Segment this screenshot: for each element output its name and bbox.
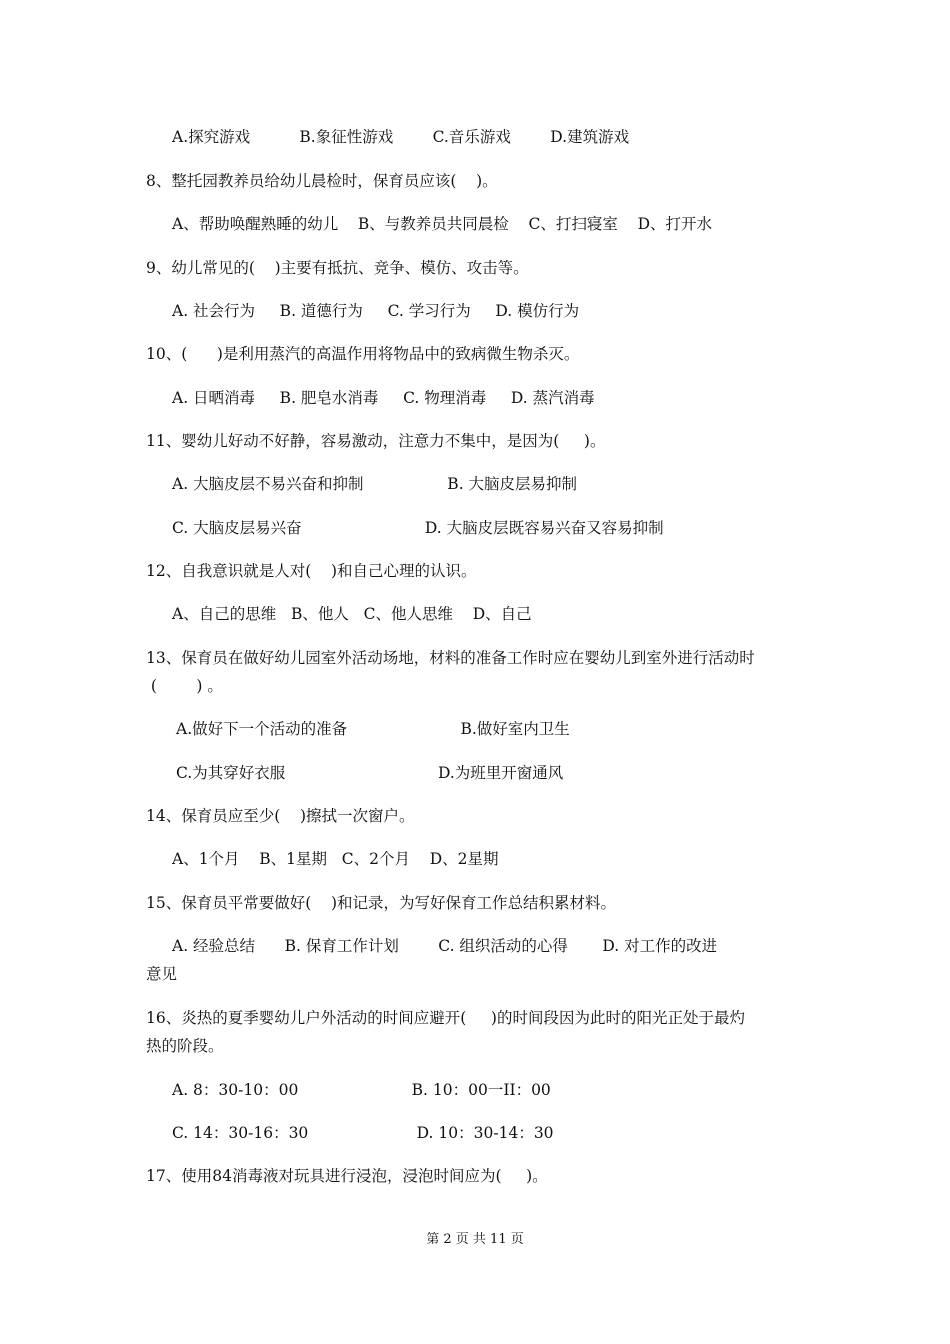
question-text: 11、婴幼儿好动不好静，容易激动，注意力不集中，是因为( )。 — [146, 432, 606, 450]
answer-options: C. 14：30-16：30 D. 10：30-14：30 — [172, 1124, 554, 1142]
answer-options: A. 8：30-10：00 B. 10：00一II：00 — [172, 1081, 551, 1099]
question-text: 8、整托园教养员给幼儿晨检时，保育员应该( )。 — [146, 172, 498, 190]
answer-options: A.探究游戏 B.象征性游戏 C.音乐游戏 D.建筑游戏 — [172, 128, 630, 146]
answer-options: A. 社会行为 B. 道德行为 C. 学习行为 D. 模仿行为 — [172, 302, 580, 320]
question-text: 12、自我意识就是人对( )和自己心理的认识。 — [146, 562, 477, 580]
answer-options: A. 大脑皮层不易兴奋和抑制 B. 大脑皮层易抑制 — [172, 475, 578, 493]
answer-options: C. 大脑皮层易兴奋 D. 大脑皮层既容易兴奋又容易抑制 — [172, 519, 664, 537]
text-continuation: 热的阶段。 — [146, 1037, 224, 1055]
answer-options: A. 经验总结 B. 保育工作计划 C. 组织活动的心得 D. 对工作的改进 — [172, 937, 718, 955]
answer-options: C.为其穿好衣服 D.为班里开窗通风 — [176, 764, 564, 782]
question-text: 9、幼儿常见的( )主要有抵抗、竞争、模仿、攻击等。 — [146, 259, 529, 277]
answer-options: A.做好下一个活动的准备 B.做好室内卫生 — [176, 720, 570, 738]
question-text: 10、( )是利用蒸汽的高温作用将物品中的致病微生物杀灭。 — [146, 345, 580, 363]
answer-options: A、自己的思维 B、他人 C、他人思维 D、自己 — [172, 605, 532, 623]
question-text: 14、保育员应至少( )擦拭一次窗户。 — [146, 807, 415, 825]
answer-options: A、帮助唤醒熟睡的幼儿 B、与教养员共同晨检 C、打扫寝室 D、打开水 — [172, 215, 712, 233]
text-continuation: ( ) 。 — [146, 677, 223, 695]
text-continuation: 意见 — [146, 965, 178, 983]
answer-options: A. 日晒消毒 B. 肥皂水消毒 C. 物理消毒 D. 蒸汽消毒 — [172, 389, 595, 407]
question-text: 16、炎热的夏季婴幼儿户外活动的时间应避开( )的时间段因为此时的阳光正处于最灼 — [146, 1009, 745, 1027]
page-footer: 第 2 页 共 11 页 — [426, 1232, 524, 1247]
answer-options: A、1个月 B、1星期 C、2个月 D、2星期 — [172, 850, 499, 868]
question-text: 17、使用84消毒液对玩具进行浸泡，浸泡时间应为( )。 — [146, 1167, 548, 1185]
question-text: 15、保育员平常要做好( )和记录，为写好保育工作总结积累材料。 — [146, 894, 617, 912]
question-text: 13、保育员在做好幼儿园室外活动场地，材料的准备工作时应在婴幼儿到室外进行活动时 — [146, 649, 755, 667]
